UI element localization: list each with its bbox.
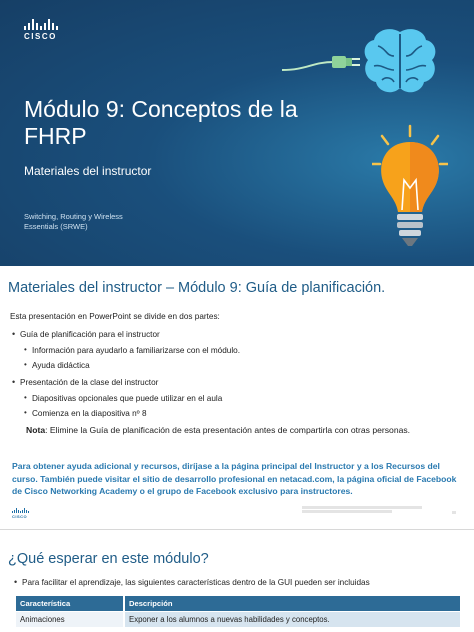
slide-subtitle: Materiales del instructor [24, 164, 152, 178]
note [10, 424, 465, 436]
cisco-logo [24, 18, 58, 41]
lightbulb-icon [372, 124, 448, 264]
title-slide [0, 0, 474, 266]
slide-title: Módulo 9: Conceptos de la FHRP [24, 96, 298, 149]
course-name [24, 212, 184, 232]
page-number-placeholder [452, 511, 456, 514]
intro-text: Esta presentación en PowerPoint se divide en dos partes: [10, 312, 220, 321]
bullet-part2: • Presentación de la clase del instructor [10, 378, 465, 387]
course-name-line1: Switching, Routing y Wireless [24, 212, 123, 221]
sub-bullet: • Ayuda didáctica [10, 361, 465, 370]
slide-body [10, 312, 465, 442]
table-cell: Exponer a los alumnos a nuevas habilidades y conceptos. [124, 612, 461, 628]
cisco-logo-bars-icon [24, 18, 58, 30]
plug-icon [282, 48, 366, 78]
module-overview-slide [0, 540, 474, 632]
bullet-text: • Para facilitar el aprendizaje, las siguientes características dentro de la GUI pueden ser incluidas [12, 578, 467, 587]
footer-logo-text: CISCO [12, 514, 28, 519]
sub-bullet: • Comienza en la diapositiva nº 8 [10, 409, 465, 418]
sub-bullet: • Información para ayudarlo a familiarizarse con el módulo. [10, 346, 465, 355]
brain-icon [360, 26, 440, 98]
copyright-text-placeholder [302, 506, 432, 513]
slide-title: Materiales del instructor – Módulo 9: Guía de planificación. [8, 280, 386, 296]
slide-title: ¿Qué esperar en este módulo? [8, 551, 209, 567]
table-header-cell: Característica [16, 596, 124, 612]
table-cell: Animaciones [16, 612, 124, 628]
table-header-cell: Descripción [124, 596, 461, 612]
footer-cisco-logo [12, 508, 29, 519]
bullet-part1: • Guía de planificación para el instructor [10, 330, 465, 339]
table-header-row [16, 596, 461, 612]
features-table [16, 596, 462, 627]
course-name-line2: Essentials (SRWE) [24, 222, 88, 231]
table-row [16, 612, 461, 628]
planning-guide-slide [0, 268, 474, 530]
cisco-logo-bars-icon [12, 508, 29, 513]
help-text: Para obtener ayuda adicional y recursos, diríjase a la página principal del Instructor y a los Recursos del curso. También puede visitar el sitio de desarrollo profesional en netacad.com, la página oficial de Facebook de Cisco Networking Academy o el grupo de Facebook exclusivo para instructores. [12, 461, 457, 496]
sub-bullet: • Diapositivas opcionales que puede utilizar en el aula [10, 394, 465, 403]
note-text: : Elimine la Guía de planificación de esta presentación antes de compartirla con otras personas. [45, 425, 411, 435]
cisco-logo-text: CISCO [24, 32, 57, 41]
note-label: Nota [26, 425, 46, 435]
